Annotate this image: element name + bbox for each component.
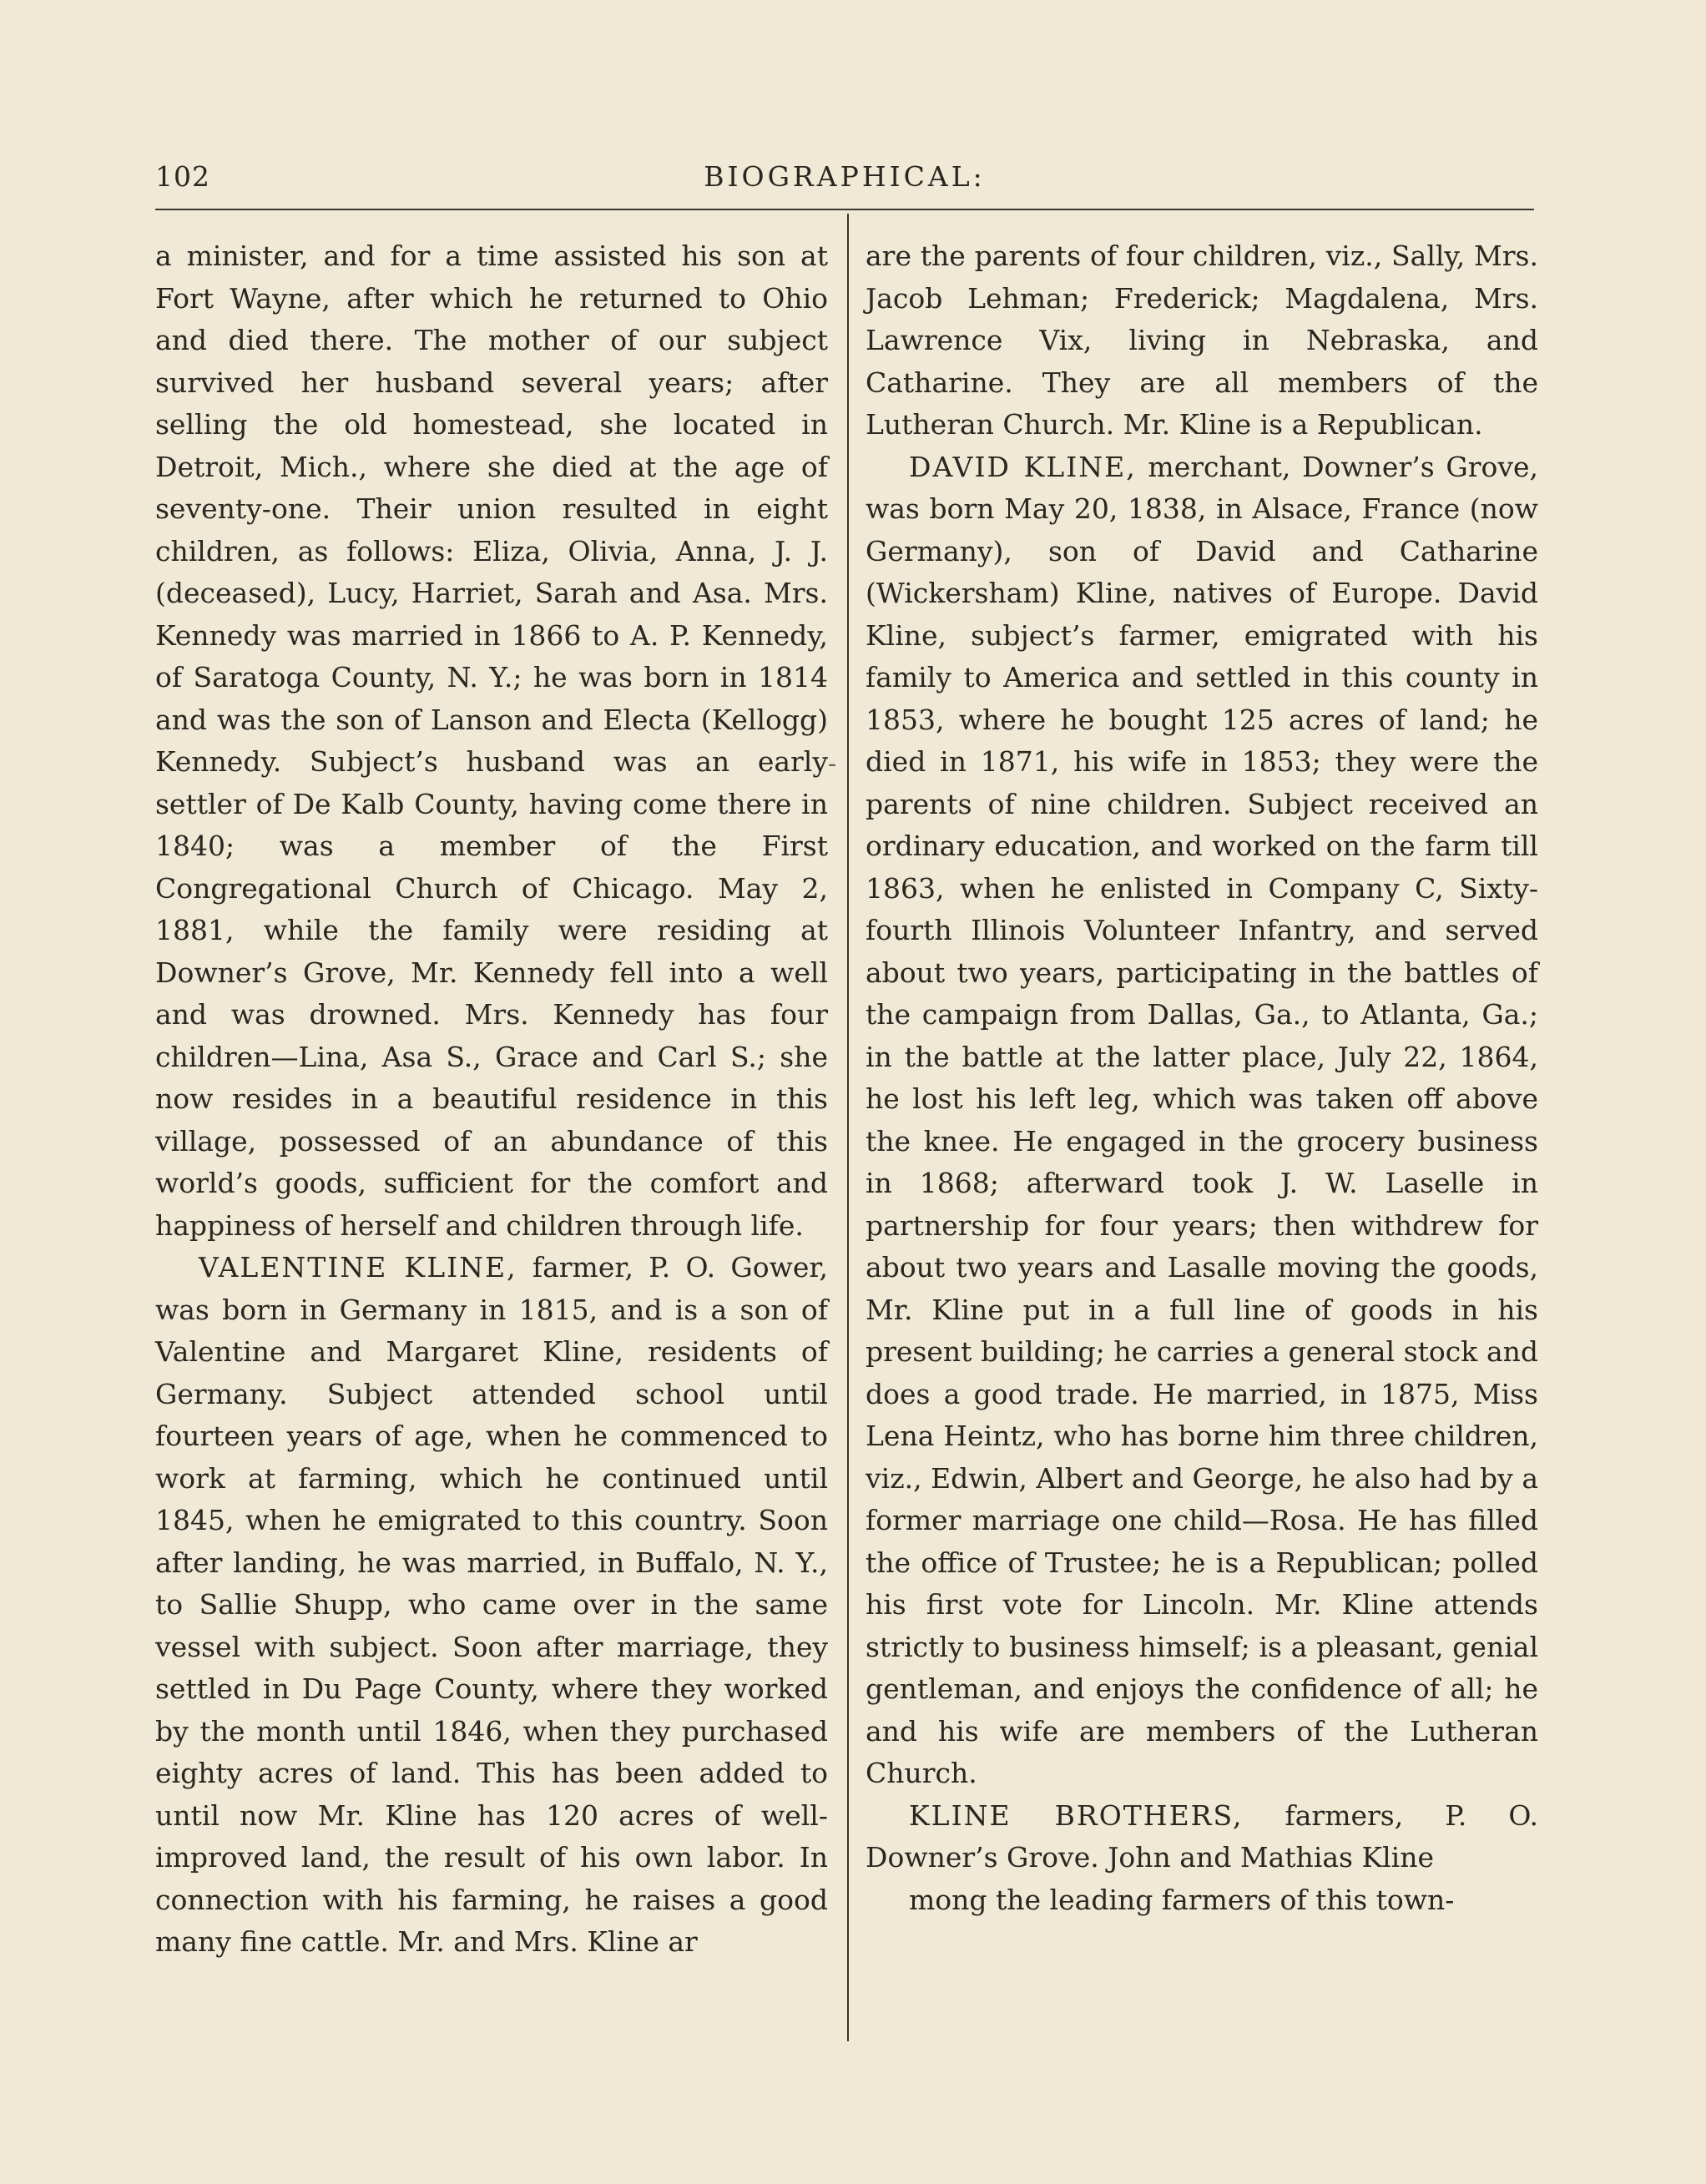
valentine-kline-entry <box>155 1247 828 1964</box>
header-rule <box>155 209 1534 210</box>
entry-text: farmer, P. O. Gower, was born in Germany in 1815, and is a son of Valentine and Margaret Kline, residents of Germany. Subject attended school until fourteen years of age, when he commenced to work at farming, which he continued until 1845, when he emigrated to this country. Soon after landing, he was married, in Buffalo, N. Y., to Sallie Shupp, who came over in the same vessel with subject. Soon after marriage, they settled in Du Page County, where they worked by the month until 1846, when they purchased eighty acres of land. This has been added to until now Mr. Kline has 120 acres of well-improved land, the result of his own labor. In connection with his farming, he raises a good many fine cattle. Mr. and Mrs. Kline ar <box>155 1251 829 1958</box>
entry-name: VALENTINE KLINE, <box>199 1251 517 1284</box>
page-header <box>155 160 1534 194</box>
kline-brothers-last-line: mong the leading farmers of this town- <box>909 1883 1455 1916</box>
page-number: 102 <box>155 160 210 193</box>
kline-brothers-entry <box>866 1795 1538 1879</box>
margin-mark: - <box>828 749 837 779</box>
entry-name: KLINE BROTHERS, <box>909 1798 1244 1832</box>
left-column <box>155 235 828 1964</box>
column-divider <box>847 214 849 2041</box>
running-head: BIOGRAPHICAL: <box>704 160 986 193</box>
valentine-kline-continued: are the parents of four children, viz., Sally, Mrs. Jacob Lehman; Frederick; Magdalena, Mrs. Lawrence Vix, living in Nebraska, and Catharine. They are all members of the Lutheran Church. Mr. Kline is a Republican. <box>866 240 1538 441</box>
entry-text: merchant, Downer’s Grove, was born May 20, 1838, in Alsace, France (now Germany), son of David and Catharine (Wickersham) Kline, natives of Europe. David Kline, subject’s farmer, emigrated with his family to America and settled in this county in 1853, where he bought 125 acres of land; he died in 1871, his wife in 1853; they were the parents of nine children. Subject received an ordinary education, and worked on the farm till 1863, when he enlisted in Company C, Sixty-fourth Illinois Volunteer Infantry, and served about two years, participating in the battles of the campaign from Dallas, Ga., to Atlanta, Ga.; in the battle at the latter place, July 22, 1864, he lost his left leg, which was taken off above the knee. He engaged in the grocery business in 1868; afterward took J. W. Laselle in partnership for four years; then withdrew for about two years and Lasalle moving the goods, Mr. Kline put in a full line of goods in his present building; he carries a general stock and does a good trade. He married, in 1875, Miss Lena Heintz, who has borne him three children, viz., Edwin, Albert and George, he also had by a former marriage one child—Rosa. He has filled the office of Trustee; he is a Republican; polled his first vote for Lincoln. Mr. Kline attends strictly to business himself; is a pleasant, genial gentleman, and enjoys the confidence of all; he and his wife are members of the Lutheran Church. <box>866 450 1538 1789</box>
right-column <box>866 235 1538 1921</box>
entry-name: DAVID KLINE, <box>909 450 1137 483</box>
entry-text: farmers, P. O. Downer’s Grove. John and Mathias Kline <box>866 1798 1538 1874</box>
david-kline-entry <box>866 446 1538 1795</box>
kennedy-paragraph-continued: a minister, and for a time assisted his son at Fort Wayne, after which he returned to Ohio and died there. The mother of our subject survived her husband several years; after selling the old homestead, she located in Detroit, Mich., where she died at the age of seventy-one. Their union resulted in eight children, as follows: Eliza, Olivia, Anna, J. J. (deceased), Lucy, Harriet, Sarah and Asa. Mrs. Kennedy was married in 1866 to A. P. Kennedy, of Saratoga County, N. Y.; he was born in 1814 and was the son of Lanson and Electa (Kellogg) Kennedy. Subject’s husband was an early settler of De Kalb County, having come there in 1840; was a member of the First Congregational Church of Chicago. May 2, 1881, while the family were residing at Downer’s Grove, Mr. Kennedy fell into a well and was drowned. Mrs. Kennedy has four children—Lina, Asa S., Grace and Carl S.; she now resides in a beautiful residence in this village, possessed of an abundance of this world’s goods, sufficient for the comfort and happiness of herself and children through life. <box>155 240 828 1242</box>
